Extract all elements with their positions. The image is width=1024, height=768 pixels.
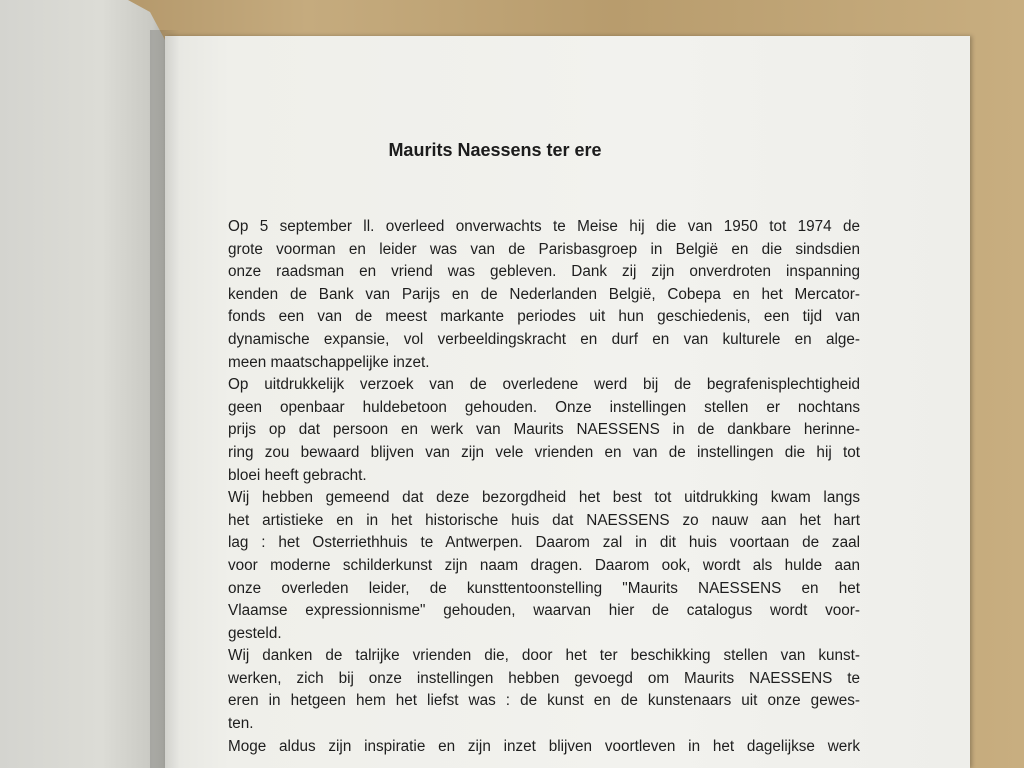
text-line: voor moderne schilderkunst zijn naam dragen. Daarom ook, wordt als hulde aan — [228, 556, 860, 574]
text-line: Op 5 september ll. overleed onverwachts te Meise hij die van 1950 tot 1974 de — [228, 218, 860, 235]
text-line: werken, zich bij onze instellingen hebben gevoegd om Maurits NAESSENS te — [228, 669, 860, 687]
text-line: fonds een van de meest markante periodes uit hun geschiedenis, een tijd van — [228, 308, 860, 326]
text-line: Moge aldus zijn inspiratie en zijn inzet blijven voortleven in het dagelijkse werk — [228, 737, 860, 755]
left-page — [0, 0, 170, 768]
text-line: grote voorman en leider was van de Parisbasgroep in België en die sindsdien — [228, 240, 860, 258]
text-line: dynamische expansie, vol verbeeldingskracht en durf en van kulturele en alge- — [228, 330, 860, 348]
text-line: lag : het Osterriethhuis te Antwerpen. Daarom zal in dit huis voortaan de zaal — [228, 534, 860, 552]
text-line: onze overleden leider, de kunsttentoonstelling "Maurits NAESSENS en het — [228, 579, 860, 597]
text-line: onze raadsman en vriend was gebleven. Dank zij zijn onverdroten inspanning — [228, 263, 860, 281]
text-line: meen maatschappelijke inzet. — [228, 353, 430, 371]
text-line: ten. — [228, 715, 254, 733]
text-line: prijs op dat persoon en werk van Maurits NAESSENS in de dankbare herinne- — [228, 421, 860, 439]
text-line: Wij hebben gemeend dat deze bezorgdheid het best tot uitdrukking kwam langs — [228, 489, 860, 507]
text-line: Op uitdrukkelijk verzoek van de overledene werd bij de begrafenisplechtigheid — [228, 376, 860, 394]
text-line: geen openbaar huldebetoon gehouden. Onze instellingen stellen er nochtans — [228, 398, 860, 416]
text-line: kenden de Bank van Parijs en de Nederlanden België, Cobepa en het Mercator- — [228, 285, 860, 303]
text-line: ring zou bewaard blijven van zijn vele vrienden en van de instellingen die hij tot — [228, 443, 860, 461]
text-line: het artistieke en in het historische huis dat NAESSENS zo nauw aan het hart — [228, 511, 860, 529]
text-line: Wij danken de talrijke vrienden die, door het ter beschikking stellen van kunst- — [228, 647, 860, 665]
text-line: eren in hetgeen hem het liefst was : de kunst en de kunstenaars uit onze gewes- — [228, 692, 860, 710]
text-line: bloei heeft gebracht. — [228, 466, 367, 484]
page-title: Maurits Naessens ter ere — [388, 140, 602, 160]
document-body — [228, 216, 860, 758]
text-line: Vlaamse expressionnisme" gehouden, waarvan hier de catalogus wordt voor- — [228, 602, 860, 620]
text-line: gesteld. — [228, 624, 282, 642]
